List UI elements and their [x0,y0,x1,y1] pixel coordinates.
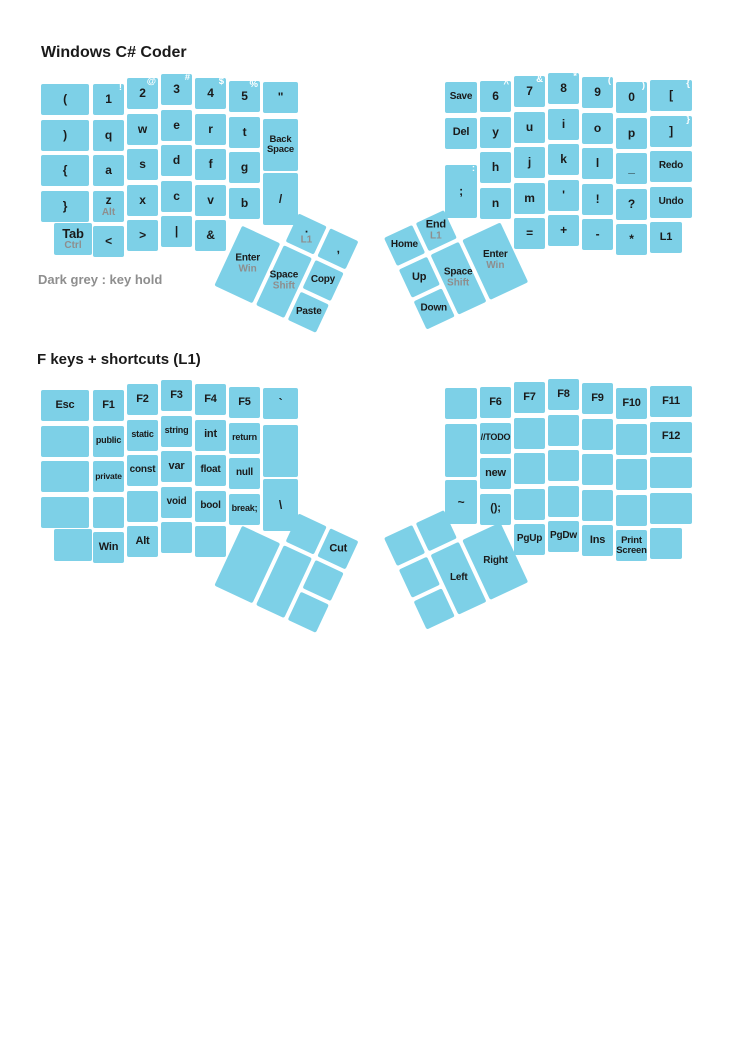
key-blank [650,493,692,524]
key-label: 6 [492,89,499,104]
key-label: Right [482,555,508,567]
key-hold-label: Ctrl [64,240,82,252]
key-blank [514,418,545,449]
key-f7 [514,382,545,413]
key-label: v [207,192,214,207]
key-label: int [204,428,217,441]
key-shift-label: ) [641,80,645,91]
key-pgup [514,524,545,555]
key-label: F6 [489,395,502,408]
key-label: F5 [238,395,251,408]
key-void [161,487,192,518]
key-static [127,420,158,451]
key-f12 [650,422,692,453]
key-label: void [166,495,187,507]
key-label: , [336,241,340,256]
key-label: const [129,464,156,476]
key-f6 [480,387,511,418]
key-label: { [62,163,68,178]
key-hold-label: Win [238,264,257,276]
key-label: f [208,157,213,172]
key-shift-label: $ [218,76,224,87]
key-ins [582,525,613,556]
key-label: y [492,124,499,139]
key-label: c [173,188,180,203]
key-label: ] [669,123,673,138]
key-label: > [139,228,146,243]
key-label: ~ [457,494,465,509]
layer1-title: Windows C# Coder [41,44,187,61]
key-f1 [93,390,124,421]
key-label: break; [231,503,258,514]
key-label: F12 [661,430,681,443]
key-alt [127,526,158,557]
key-var [161,451,192,482]
key-label: - [595,227,600,242]
key-blank [93,497,124,528]
key-label: z [105,193,112,208]
key-blank [616,424,647,455]
key-label: t [242,124,247,139]
key-label: x [139,192,146,207]
key-hold-label: Win [486,260,505,272]
key-return [229,423,260,454]
key-label: j [527,155,532,170]
key-label: string [164,425,189,436]
key-label: Copy [311,274,336,286]
key-bool [195,491,226,522]
key-blank [127,491,158,522]
key-label: s [139,157,146,172]
key-label: \ [278,497,283,512]
key-f9 [582,383,613,414]
key-public [93,426,124,457]
key-f5 [229,387,260,418]
key-label: F3 [170,388,183,401]
key-label: _ [628,161,635,176]
key-label: ' [562,187,565,202]
key-label: bool [200,499,221,511]
key-blank [582,419,613,450]
key-label: return [232,432,257,443]
key-hold-label: Shift [447,277,470,289]
key-private [93,461,124,492]
key-shift-label: * [573,71,577,82]
key-label: r [208,121,213,136]
key-label: Home [391,239,419,251]
key-win [93,532,124,563]
key-shift-label: ^ [503,79,509,90]
key-label: F10 [622,396,641,409]
key-label: 2 [139,86,146,101]
key-label: null [236,467,253,479]
key-label: Back Space [267,134,294,155]
key-label: Undo [658,195,684,207]
key-f8 [548,379,579,410]
key-label: l [595,156,600,171]
key-hold-label: L1 [300,234,313,246]
key-label: [ [669,88,673,103]
key-string [161,416,192,447]
key-label: e [173,117,180,132]
key-blank [582,454,613,485]
key-shift-label: @ [146,76,156,87]
key-label: | [174,224,179,239]
key-f11 [650,386,692,417]
key-label: Enter [235,252,260,264]
key-blank [548,450,579,481]
key-label: } [62,198,68,213]
key-blank [41,426,89,457]
key-label: 4 [207,86,214,101]
key-label: Enter [482,249,508,261]
key-label: n [491,195,500,210]
key-label: Print Screen [616,534,647,556]
key-label: 3 [173,82,180,97]
key-blank [263,425,298,477]
key-label: 7 [526,84,533,99]
key-shift-label: } [686,113,690,125]
key-label: d [172,153,181,168]
key-label: L1 [659,230,673,243]
key-blank [445,388,477,419]
key-blank [41,461,89,492]
key-label: h [491,160,500,175]
key-label: ? [627,196,636,211]
key-float [195,455,226,486]
key-label: //TODO [480,432,511,443]
key-blank [548,486,579,517]
key-blank [650,457,692,488]
key-pgdw [548,521,579,552]
key-print-screen [616,530,647,561]
key-label: a [105,163,112,178]
key-blank [548,415,579,446]
key-label: 1 [105,92,112,107]
key-label: Ins [589,533,606,546]
key-label: . [304,221,308,236]
key-label: w [137,121,148,136]
key-blank [650,528,682,559]
key-hold-label: Shift [272,281,296,293]
key-label: private [95,471,122,482]
key-backtick [263,388,298,419]
key-label: o [593,120,602,135]
key-label: " [277,90,284,105]
key-null [229,458,260,489]
key-blank [41,497,89,528]
key-label: Del [452,126,470,139]
key-label: F2 [136,392,149,405]
key-label: p [627,125,636,140]
key-label: Save [449,91,473,103]
key-label: float [200,464,221,476]
key-label: Redo [658,160,684,172]
key-label: ( [63,92,67,107]
key-label: / [278,191,283,206]
hold-legend: Dark grey : key hold [38,272,163,287]
key-label: k [560,152,567,167]
key-f2 [127,384,158,415]
key-shift-label: % [249,79,258,90]
key-label: Up [412,270,427,283]
key-blank [161,522,192,553]
key-label: 8 [560,81,567,96]
key-label: 9 [594,85,601,100]
key-label: Esc [55,398,75,411]
key-blank [582,490,613,521]
key-label: Alt [135,534,150,547]
key-label: var [168,459,185,472]
key-label: g [240,160,249,175]
key-label: = [526,226,533,241]
key-int [195,420,226,451]
key-label: + [560,223,567,238]
key-label: Tab [62,225,84,241]
key-shift-label: { [686,78,690,89]
key-label: F1 [102,398,115,411]
key-label: * [629,232,634,247]
key-label: Space [444,266,473,278]
key-label: q [104,127,113,142]
key-label: ` [278,396,283,411]
key-label: Paste [295,306,322,318]
key-label: (); [490,502,501,515]
key-shift-label: ( [607,75,611,86]
key-label: new [485,466,506,479]
key-label: ; [459,184,463,199]
key-blank [195,526,226,557]
key-hold-label: Alt [101,206,116,218]
key-shift-label: & [536,74,543,85]
key-f4 [195,384,226,415]
key-label: Cut [329,542,347,555]
key-hold-label: L1 [430,230,443,242]
key-label: F7 [523,390,536,403]
key-blank [616,459,647,490]
key-blank [54,529,92,561]
key-esc [41,390,89,421]
key-blank [616,495,647,526]
key-label: Left [449,572,468,584]
key-label: i [561,116,566,131]
key-label: F9 [591,391,604,404]
key-label: F8 [557,387,570,400]
key-label: Down [420,302,448,314]
key-shift-label: ! [118,82,122,93]
key-label: End [426,218,447,231]
key-shift-label: : [471,163,475,174]
key-label: Space [269,269,299,281]
key-label: F4 [204,392,217,405]
key-label: & [206,228,215,243]
key-label: PgUp [516,533,543,545]
layer2-title: F keys + shortcuts (L1) [37,351,201,368]
key-label: m [524,190,535,205]
key-const [127,455,158,486]
key-blank [445,424,477,477]
key-label: 5 [241,89,248,104]
key-label: public [95,435,122,446]
key-label: 0 [628,90,635,105]
key-label: ) [63,127,67,142]
key-todo [480,423,511,454]
key-label: F11 [662,394,680,407]
key-blank [514,489,545,520]
key-label: Win [98,540,119,553]
key-new [480,458,511,489]
key-label: b [240,195,249,210]
key-shift-label: # [184,72,190,83]
key-label: ! [595,191,600,206]
key-label: < [105,234,112,249]
key-f3 [161,380,192,411]
key-label: u [525,119,534,134]
key-label: static [131,429,154,440]
key-label: PgDw [550,530,577,542]
key-f10 [616,388,647,419]
key-blank [514,453,545,484]
